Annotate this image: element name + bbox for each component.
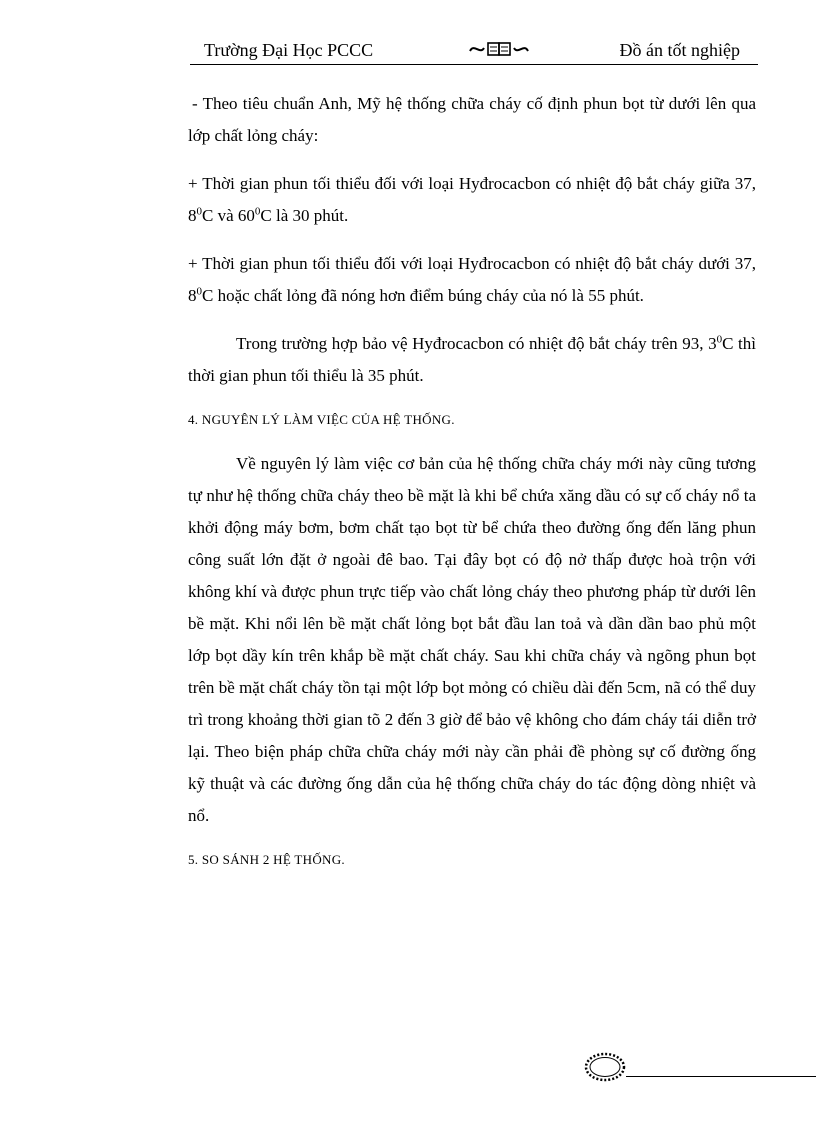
page-content (188, 88, 756, 870)
footer-rule (626, 1076, 816, 1077)
page-header (190, 38, 758, 65)
section-heading-4: 4. NGUYÊN LÝ LÀM VIỆC CỦA HỆ THỐNG. (188, 412, 455, 427)
header-school-name: Trường Đại Học PCCC (204, 40, 374, 60)
decorative-wreath-icon (583, 1050, 627, 1089)
header-document-type: Đồ án tốt nghiệp (619, 40, 740, 60)
paragraph-min-time-35: Trong trường hợp bảo vệ Hyđrocacbon có nhiệt độ bắt cháy trên 93, $3^0C$ thì thời gian phun tối thiểu là 35 phút. (188, 333, 756, 385)
paragraph-min-time-30: + Thời gian phun tối thiểu đối với loại Hyđrocacbon có nhiệt độ bắt cháy giữa 37, $8^0C$ và $60^0C$ là 30 phút. (188, 174, 756, 225)
section-heading-5: 5. SO SÁNH 2 HỆ THỐNG. (188, 852, 345, 867)
paragraph-standard-intro: - Theo tiêu chuẩn Anh, Mỹ hệ thống chữa cháy cố định phun bọt từ dưới lên qua lớp chất lỏng cháy: (188, 94, 756, 145)
paragraph-min-time-55: + Thời gian phun tối thiểu đối với loại Hyđrocacbon có nhiệt độ bắt cháy dưới 37, $8^0C$ hoặc chất lỏng đã nóng hơn điểm búng cháy của nó là 55 phút. (188, 254, 756, 305)
book-ornament-icon (468, 39, 532, 64)
paragraph-working-principle: Về nguyên lý làm việc cơ bản của hệ thống chữa cháy mới này cũng tương tự như hệ thống chữa cháy theo bề mặt là khi bể chứa xăng dầu có sự cố cháy nổ ta khởi động máy bơm, bơm chất tạo bọt từ bể chứa theo đường ống đến lăng phun công suất lớn đặt ở ngoài đê bao. Tại đây bọt có độ nở thấp được hoà trộn với không khí và được phun trực tiếp vào chất lỏng cháy theo phương pháp từ dưới lên bề mặt. Khi nổi lên bề mặt chất lỏng bọt bắt đầu lan toả và dần dần bao phủ một lớp bọt dầy kín trên khắp bề mặt chất cháy. Sau khi chữa cháy và ngõng phun bọt trên bề mặt chất cháy tồn tại một lớp bọt mỏng có chiều dài đến 5cm, nã có thể duy trì trong khoảng thời gian tõ 2 đến 3 giờ để bảo vệ không cho đám cháy tái diễn trở lại. Theo biện pháp chữa chữa cháy mới này cần phải đề phòng sự cố đường ống kỹ thuật và các đường ống dẫn của hệ thống chữa cháy do tác động dòng nhiệt và nổ. (188, 454, 756, 825)
